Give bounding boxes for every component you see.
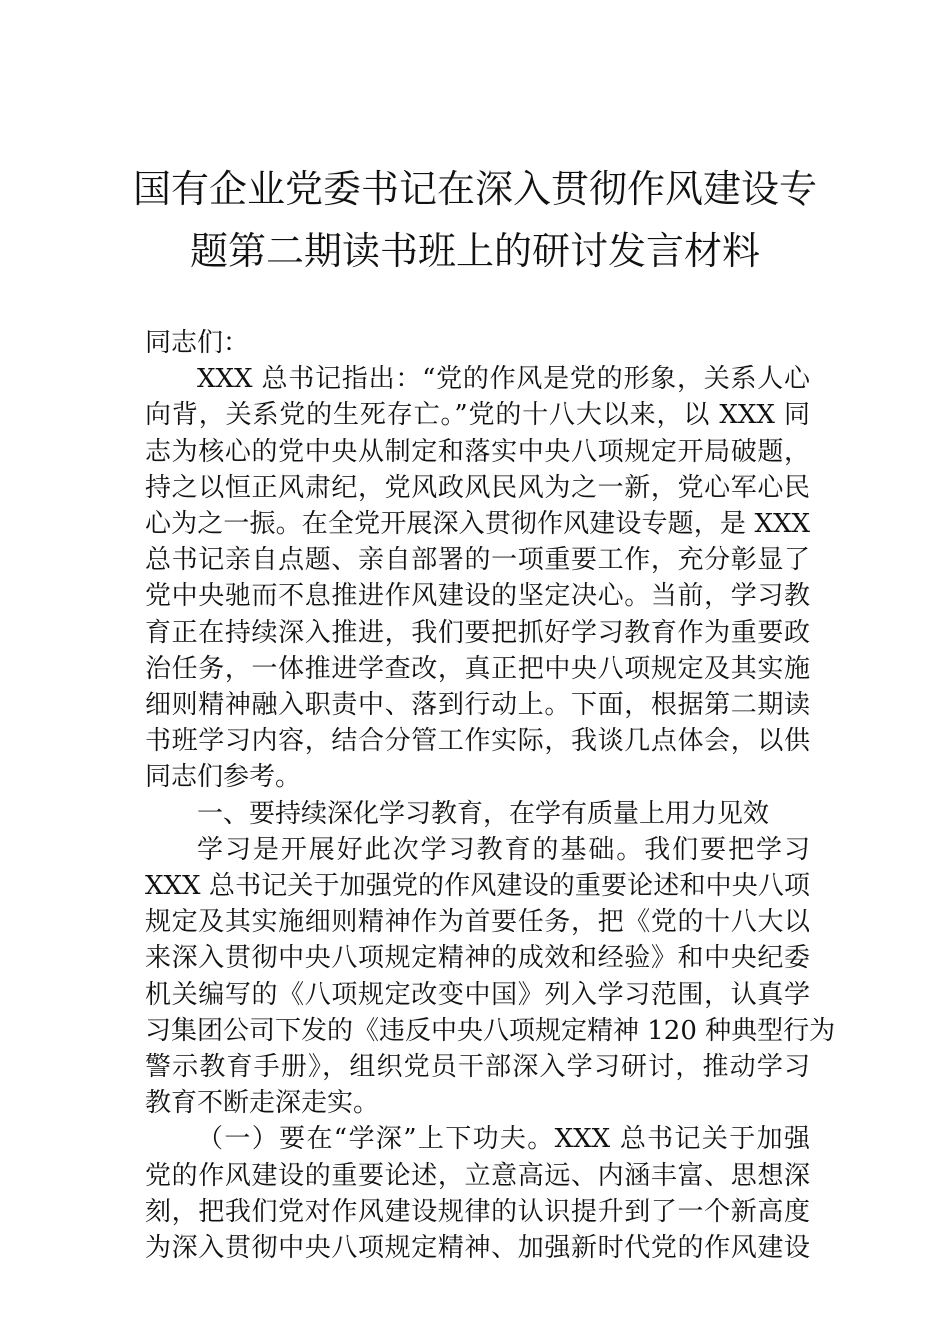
paragraph-line: 机关编写的《八项规定改变中国》列入学习范围，认真学 [145,979,810,1010]
paragraph-line: 规定及其实施细则精神作为首要任务，把《党的十八大以 [145,907,810,938]
paragraph-line: 治任务，一体推进学查改，真正把中央八项规定及其实施 [145,653,810,684]
document-title [120,158,830,282]
paragraph-line: 学习是开展好此次学习教育的基础。我们要把学习 [197,834,810,865]
paragraph-line: 志为核心的党中央从制定和落实中央八项规定开局破题， [145,436,810,467]
paragraph-line: 持之以恒正风肃纪，党风政风民风为之一新，党心军心民 [145,472,810,503]
paragraph-line: 育正在持续深入推进，我们要把抓好学习教育作为重要政 [145,617,810,648]
title-line-1: 国有企业党委书记在深入贯彻作风建设专 [132,167,817,211]
paragraph-line: XXX 总书记关于加强党的作风建设的重要论述和中央八项 [145,871,810,902]
paragraph-line: 细则精神融入职责中、落到行动上。下面，根据第二期读 [145,690,810,721]
paragraph-line: 总书记亲自点题、亲自部署的一项重要工作，充分彰显了 [145,545,810,576]
paragraph-line: 来深入贯彻中央八项规定精神的成效和经验》和中央纪委 [145,943,810,974]
paragraph-line: 党中央驰而不息推进作风建设的坚定决心。当前，学习教 [145,581,810,612]
paragraph-line: 警示教育手册》，组织党员干部深入学习研讨，推动学习 [145,1052,810,1083]
paragraph-line: XXX 总书记指出：“党的作风是党的形象，关系人心 [197,364,810,395]
paragraph-line: 刻，把我们党对作风建设规律的认识提升到了一个新高度 [145,1196,810,1227]
salutation: 同志们： [145,328,250,358]
paragraph-line: （一）要在“学深”上下功夫。XXX 总书记关于加强 [197,1124,810,1155]
paragraph-line: 教育不断走深走实。 [145,1088,380,1119]
paragraph-line: 书班学习内容，结合分管工作实际，我谈几点体会，以供 [145,726,810,757]
paragraph-line: 同志们参考。 [145,762,302,793]
document-body [145,325,836,1266]
title-line-2: 题第二期读书班上的研讨发言材料 [189,229,760,273]
paragraph-line: 党的作风建设的重要论述，立意高远、内涵丰富、思想深 [145,1160,810,1191]
section-heading: 一、要持续深化学习教育，在学有质量上用力见效 [197,798,770,829]
paragraph-line: 为深入贯彻中央八项规定精神、加强新时代党的作风建设 [145,1233,810,1264]
paragraph-line: 心为之一振。在全党开展深入贯彻作风建设专题，是 XXX [145,509,810,540]
paragraph-line: 向背，关系党的生死存亡。”党的十八大以来，以 XXX 同 [145,400,810,431]
paragraph-line: 习集团公司下发的《违反中央八项规定精神 120 种典型行为 [145,1015,836,1046]
